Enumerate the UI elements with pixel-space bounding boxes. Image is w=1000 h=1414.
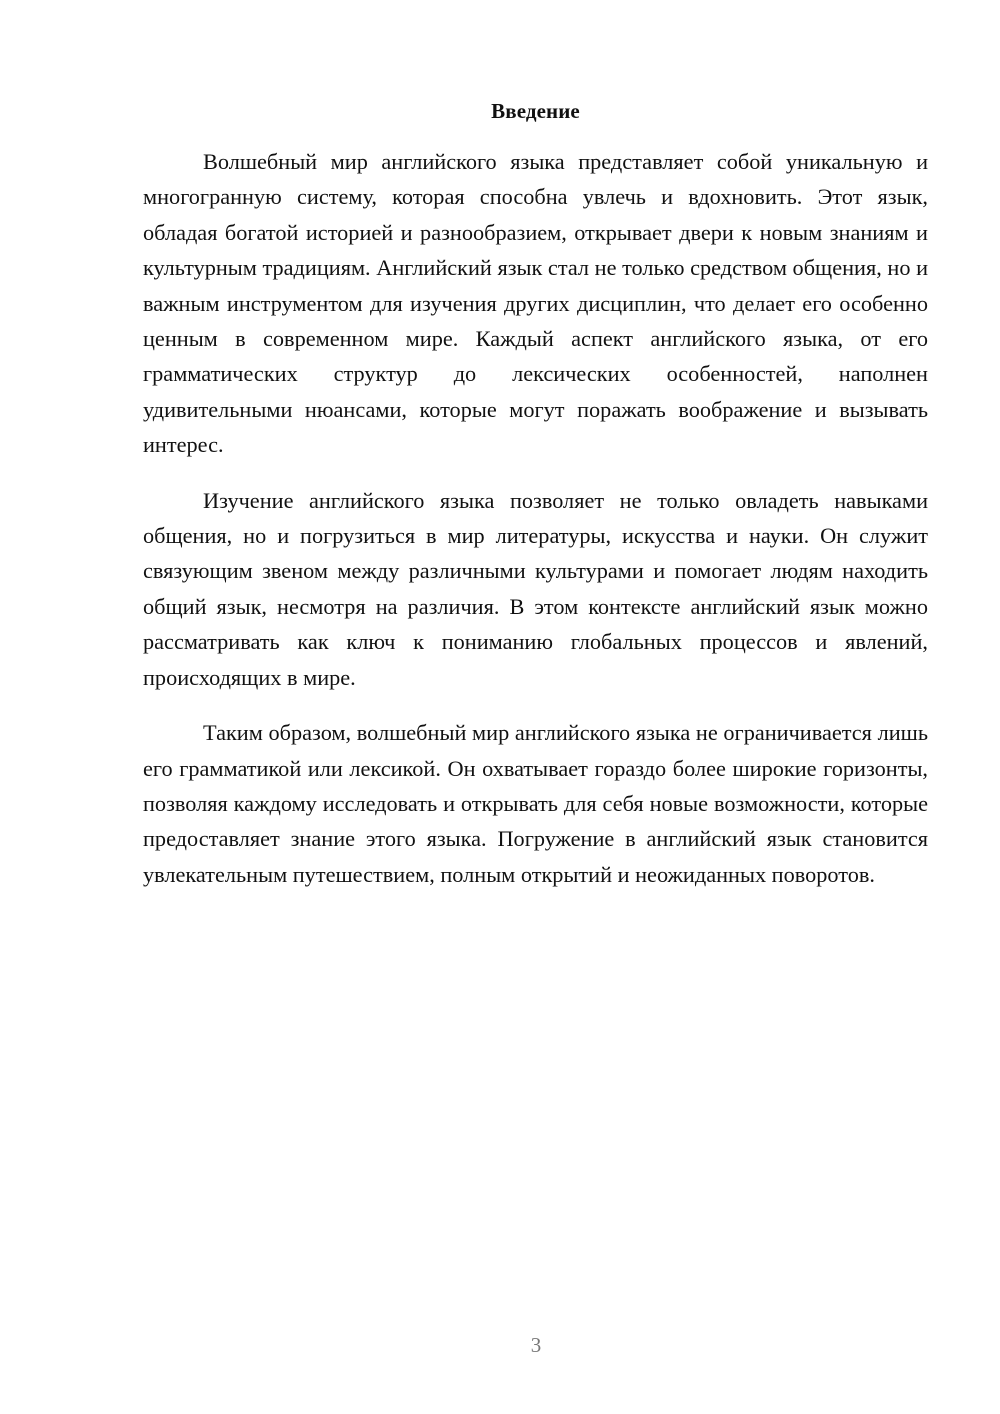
page-number: 3 <box>530 1333 542 1357</box>
page-content <box>143 96 928 892</box>
section-heading: Введение <box>491 99 580 123</box>
paragraph-3: Таким образом, волшебный мир английского языка не ограничивается лишь его грамматикой или лексикой. Он охватывает гораздо более широкие горизонты, позволяя каждому исследовать и открывать для себя новые возможности, которые предоставляет знание этого языка. Погружение в английский язык становится увлекательным путешествием, полным открытий и неожиданных поворотов. <box>143 720 928 887</box>
paragraph-1: Волшебный мир английского языка представляет собой уникальную и многогранную систему, которая способна увлечь и вдохновить. Этот язык, обладая богатой историей и разнообразием, открывает двери к новым знаниям и культурным традициям. Английский язык стал не только средством общения, но и важным инструментом для изучения других дисциплин, что делает его особенно ценным в современном мире. Каждый аспект английского языка, от его грамматических структур до лексических особенностей, наполнен удивительными нюансами, которые могут поражать воображение и вызывать интерес. <box>143 149 928 458</box>
paragraph-2: Изучение английского языка позволяет не только овладеть навыками общения, но и погрузиться в мир литературы, искусства и науки. Он служит связующим звеном между различными культурами и помогает людям находить общий язык, несмотря на различия. В этом контексте английский язык можно рассматривать как ключ к пониманию глобальных процессов и явлений, происходящих в мире. <box>143 487 928 690</box>
